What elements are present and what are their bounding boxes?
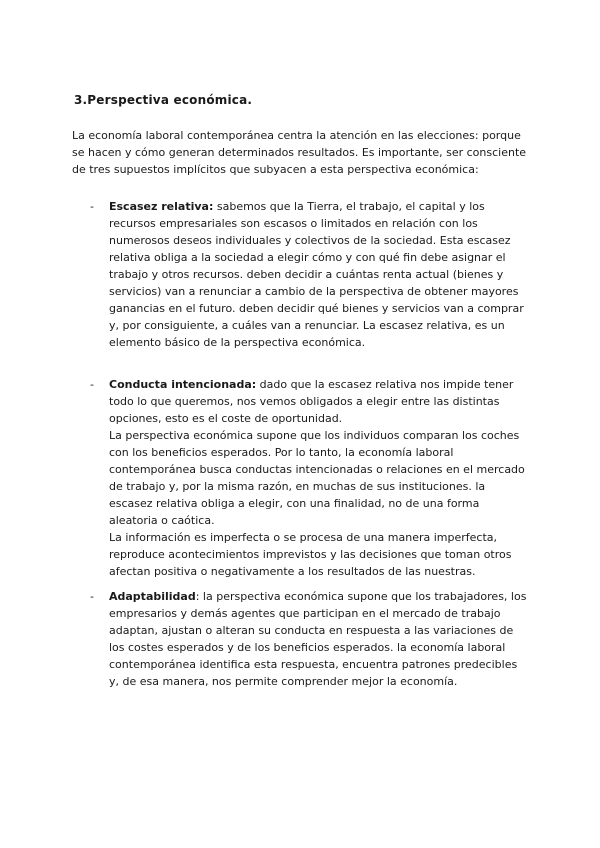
list-item-paragraph: La información es imperfecta o se procesa de una manera imperfecta, reproduce acontecimientos imprevistos y las decisiones que toman otros afectan positiva o negativamente a los resultados de las nuestras. bbox=[109, 531, 512, 578]
term-adaptabilidad: Adaptabilidad bbox=[109, 590, 196, 603]
list-item-paragraph bbox=[109, 198, 530, 351]
section-heading: 3.Perspectiva económica. bbox=[74, 93, 253, 107]
list-item-body bbox=[109, 588, 530, 690]
list-item-paragraph bbox=[109, 376, 530, 427]
list-dash: - bbox=[90, 378, 94, 391]
list-item-paragraph: La perspectiva económica supone que los individuos comparan los coches con los beneficios esperados. Por lo tanto, la economía laboral contemporánea busca conductas intencionadas o relaciones en el mercado de trabajo y, por la misma razón, en muchas de sus instituciones. la escasez relativa obliga a elegir, con una finalidad, no de una forma aleatoria o caótica. bbox=[109, 429, 525, 527]
list-dash: - bbox=[90, 200, 94, 213]
list-item-adaptabilidad bbox=[90, 588, 530, 690]
list-item-body bbox=[109, 198, 530, 351]
intro-paragraph: La economía laboral contemporánea centra la atención en las elecciones: porque se hacen y cómo generan determinados resultados. Es importante, ser consciente de tres supuestos implícitos que subyacen a esta perspectiva económica: bbox=[72, 129, 527, 176]
list-dash: - bbox=[90, 590, 94, 603]
list-item-conducta bbox=[90, 376, 530, 580]
item-text: dado que la escasez relativa nos impide tener todo lo que queremos, nos vemos obligados a elegir entre las distintas opciones, esto es el coste de oportunidad. bbox=[109, 378, 514, 425]
item-text: sabemos que la Tierra, el trabajo, el capital y los recursos empresariales son escasos o limitados en relación con los numerosos deseos individuales y colectivos de la sociedad. Esta escasez relativa obliga a la sociedad a elegir cómo y con qué fin debe asignar el trabajo y otros recursos. deben decidir a cuántas renta actual (bienes y servicios) van a renunciar a cambio de la perspectiva de obtener mayores ganancias en el futuro. deben decidir qué bienes y servicios van a comprar y, por consiguiente, a cuáles van a renunciar. La escasez relativa, es un elemento básico de la perspectiva económica. bbox=[109, 200, 524, 349]
term-escasez: Escasez relativa: bbox=[109, 200, 214, 213]
item-text: : la perspectiva económica supone que los trabajadores, los empresarios y demás agentes que participan en el mercado de trabajo adaptan, ajustan o alteran su conducta en respuesta a las variaciones de los costes esperados y de los beneficios esperados. la economía laboral contemporánea identifica esta respuesta, encuentra patrones predecibles y, de esa manera, nos permite comprender mejor la economía. bbox=[109, 590, 527, 688]
list-item-paragraph bbox=[109, 588, 530, 690]
list-item-escasez bbox=[90, 198, 530, 351]
list-item-body bbox=[109, 376, 530, 580]
term-conducta: Conducta intencionada: bbox=[109, 378, 257, 391]
